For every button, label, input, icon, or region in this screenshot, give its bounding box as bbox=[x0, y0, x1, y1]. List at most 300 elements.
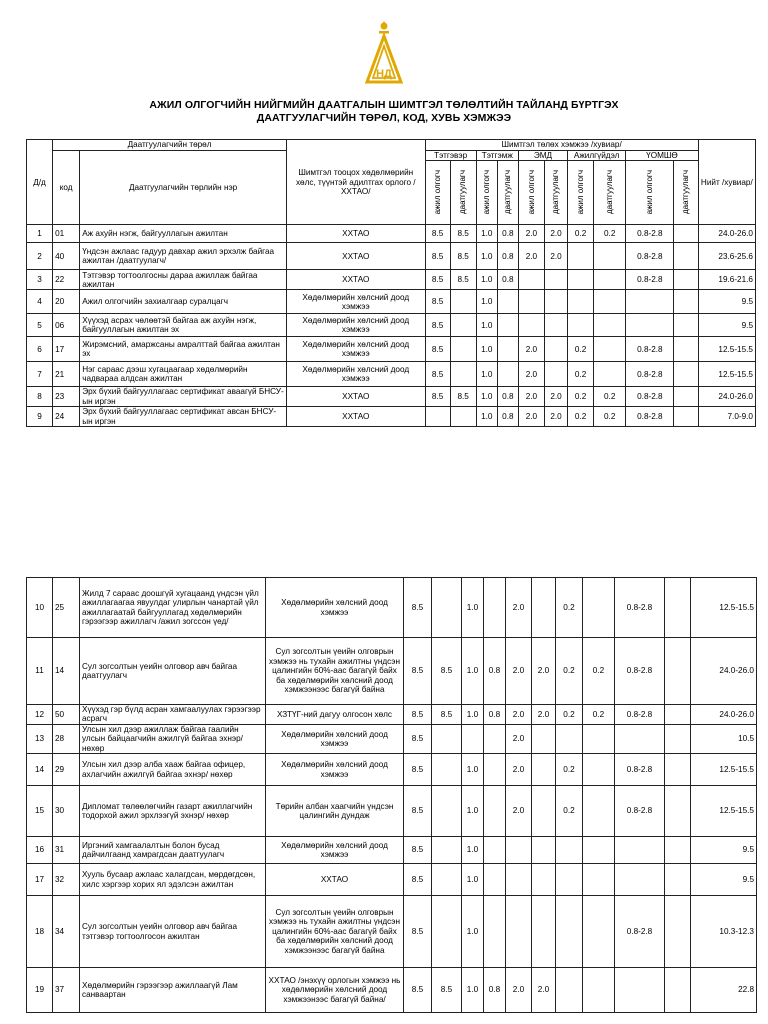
rate-cell bbox=[532, 896, 556, 968]
rate-cell: 8.5 bbox=[450, 225, 476, 243]
row-base: Хөдөлмөрийн хөлсний доод хэмжээ bbox=[287, 337, 426, 362]
rate-cell bbox=[450, 314, 476, 337]
row-type-name: Улсын хил дээр алба хааж байгаа офицер, ахлагчийн ажилгүй байгаа эхнэр/ нөхөр bbox=[80, 754, 266, 786]
rate-cell: 0.2 bbox=[568, 387, 594, 407]
rate-cell bbox=[532, 754, 556, 786]
rate-cell: 0.2 bbox=[568, 337, 594, 362]
document-title-line1: АЖИЛ ОЛГОГЧИЙН НИЙГМИЙН ДААТГАЛЫН ШИМТГЭЛ ТӨЛӨЛТИЙН ТАЙЛАНД БҮРТГЭХ bbox=[149, 99, 619, 111]
row-number: 19 bbox=[27, 968, 53, 1013]
header-insured: даатгуулагч bbox=[450, 161, 476, 225]
rate-cell: 0.8-2.8 bbox=[615, 896, 665, 968]
rate-cell: 0.2 bbox=[583, 638, 615, 705]
rate-cell: 0.8 bbox=[497, 225, 518, 243]
row-base: Сул зогсолтын үеийн олговрын хэмжээ нь тухайн ажилтны үндсэн цалингийн 60%-аас багагүй байх ба хөдөлмөрийн хөлсний доод хэмжээнээс багагүй байна bbox=[266, 638, 404, 705]
row-base: ХХТАО bbox=[287, 225, 426, 243]
rate-cell: 1.0 bbox=[462, 638, 484, 705]
row-total: 10.3-12.3 bbox=[691, 896, 757, 968]
rate-cell: 1.0 bbox=[462, 968, 484, 1013]
header-employer: ажил олгогч bbox=[568, 161, 594, 225]
row-number: 2 bbox=[27, 243, 53, 270]
header-employer: ажил олгогч bbox=[425, 161, 450, 225]
rate-cell: 8.5 bbox=[404, 968, 432, 1013]
row-total: 7.0-9.0 bbox=[698, 407, 755, 427]
rate-cell bbox=[615, 968, 665, 1013]
row-base: Хөдөлмөрийн хөлсний доод хэмжээ bbox=[287, 290, 426, 314]
row-number: 9 bbox=[27, 407, 53, 427]
rate-cell: 1.0 bbox=[476, 362, 497, 387]
rate-cell bbox=[594, 243, 626, 270]
rate-cell bbox=[432, 754, 462, 786]
rate-cell: 0.8-2.8 bbox=[615, 705, 665, 725]
row-base: Хөдөлмөрийн хөлсний доод хэмжээ bbox=[266, 578, 404, 638]
rate-cell bbox=[497, 362, 518, 387]
rate-cell: 8.5 bbox=[404, 724, 432, 753]
rate-cell: 8.5 bbox=[425, 387, 450, 407]
row-total: 24.0-26.0 bbox=[691, 705, 757, 725]
row-number: 12 bbox=[27, 705, 53, 725]
rate-cell: 1.0 bbox=[462, 754, 484, 786]
header-employer: ажил олгогч bbox=[626, 161, 674, 225]
rate-cell bbox=[484, 786, 506, 837]
row-type-name: Хүүхэд асрах чөлөөтэй байгаа аж ахуйн нэгж, байгууллагын ажилтан эх bbox=[80, 314, 287, 337]
rate-cell bbox=[674, 225, 698, 243]
rate-cell: 0.8 bbox=[484, 968, 506, 1013]
rate-cell: 0.2 bbox=[556, 705, 583, 725]
header-fund-unemployment: Ажилгүйдэл bbox=[568, 151, 626, 161]
rate-cell: 8.5 bbox=[432, 968, 462, 1013]
rate-cell bbox=[450, 362, 476, 387]
row-base: Хөдөлмөрийн хөлсний доод хэмжээ bbox=[287, 362, 426, 387]
rate-cell bbox=[432, 896, 462, 968]
rate-cell bbox=[665, 705, 691, 725]
header-fund-injury: ҮОМШӨ bbox=[626, 151, 698, 161]
rate-cell bbox=[583, 578, 615, 638]
rate-cell: 0.8 bbox=[484, 638, 506, 705]
rate-cell bbox=[583, 837, 615, 864]
rate-cell: 8.5 bbox=[450, 387, 476, 407]
rate-cell bbox=[532, 864, 556, 896]
rate-cell bbox=[665, 724, 691, 753]
table-row bbox=[27, 578, 757, 638]
row-number: 6 bbox=[27, 337, 53, 362]
rate-cell: 2.0 bbox=[518, 225, 544, 243]
rate-cell bbox=[583, 786, 615, 837]
row-code: 37 bbox=[53, 968, 80, 1013]
rate-cell: 2.0 bbox=[518, 387, 544, 407]
row-code: 17 bbox=[53, 337, 80, 362]
rate-cell: 2.0 bbox=[532, 705, 556, 725]
rate-cell: 0.2 bbox=[556, 754, 583, 786]
rate-cell: 0.8 bbox=[484, 705, 506, 725]
rate-cell: 1.0 bbox=[462, 864, 484, 896]
rate-cell: 1.0 bbox=[476, 407, 497, 427]
row-type-name: Сул зогсолтын үеийн олговор авч байгаа даатгуулагч bbox=[80, 638, 266, 705]
rate-cell bbox=[626, 314, 674, 337]
row-total: 19.6-21.6 bbox=[698, 270, 755, 290]
rate-cell bbox=[544, 270, 567, 290]
rate-cell bbox=[556, 837, 583, 864]
row-type-name: Ажил олгогчийн захиалгаар суралцагч bbox=[80, 290, 287, 314]
row-type-name: Хөдөлмөрийн гэрээгээр ажиллаагүй Лам санваартан bbox=[80, 968, 266, 1013]
row-total: 22.8 bbox=[691, 968, 757, 1013]
rate-cell bbox=[674, 407, 698, 427]
table-row bbox=[27, 754, 757, 786]
rate-cell: 8.5 bbox=[432, 705, 462, 725]
rate-cell: 0.8 bbox=[497, 243, 518, 270]
rate-cell bbox=[568, 314, 594, 337]
rate-cell bbox=[484, 754, 506, 786]
rate-cell: 0.8-2.8 bbox=[615, 754, 665, 786]
svg-text:НД: НД bbox=[376, 68, 392, 80]
rate-cell: 0.8-2.8 bbox=[615, 786, 665, 837]
rate-cell bbox=[450, 290, 476, 314]
rate-cell: 8.5 bbox=[404, 578, 432, 638]
row-number: 1 bbox=[27, 225, 53, 243]
rate-cell bbox=[626, 290, 674, 314]
rate-cell: 0.2 bbox=[594, 225, 626, 243]
rate-cell bbox=[497, 314, 518, 337]
rate-cell: 2.0 bbox=[506, 754, 532, 786]
rate-cell: 1.0 bbox=[462, 705, 484, 725]
row-type-name: Тэтгэвэр тогтоолгосны дараа ажиллаж байгаа ажилтан bbox=[80, 270, 287, 290]
row-number: 18 bbox=[27, 896, 53, 968]
rate-cell bbox=[497, 290, 518, 314]
table-row bbox=[27, 243, 756, 270]
rate-cell bbox=[556, 724, 583, 753]
table-row bbox=[27, 407, 756, 427]
rate-cell bbox=[594, 290, 626, 314]
rate-cell: 0.8-2.8 bbox=[615, 578, 665, 638]
table-row bbox=[27, 705, 757, 725]
rate-cell: 8.5 bbox=[432, 638, 462, 705]
rate-cell bbox=[450, 337, 476, 362]
table-row bbox=[27, 270, 756, 290]
rate-cell: 8.5 bbox=[425, 290, 450, 314]
rate-cell bbox=[665, 786, 691, 837]
rate-cell: 2.0 bbox=[506, 705, 532, 725]
header-base: Шимтгэл тооцох хөдөлмөрийн хөлс, түүнтэй адилтгах орлого /ХХТАО/ bbox=[287, 140, 426, 225]
table-row bbox=[27, 968, 757, 1013]
rate-cell: 2.0 bbox=[518, 337, 544, 362]
row-code: 23 bbox=[53, 387, 80, 407]
rate-cell bbox=[484, 724, 506, 753]
table-row bbox=[27, 225, 756, 243]
header-fund-health: ЭМД bbox=[518, 151, 567, 161]
row-code: 40 bbox=[53, 243, 80, 270]
rate-cell: 8.5 bbox=[425, 225, 450, 243]
rate-cell: 8.5 bbox=[450, 270, 476, 290]
row-number: 17 bbox=[27, 864, 53, 896]
rate-cell bbox=[568, 270, 594, 290]
rate-cell: 0.8-2.8 bbox=[626, 337, 674, 362]
row-type-name: Нэг сараас дээш хугацаагаар хөдөлмөрийн чадвараа алдсан ажилтан bbox=[80, 362, 287, 387]
rate-cell bbox=[674, 243, 698, 270]
rate-cell bbox=[674, 387, 698, 407]
rate-cell bbox=[506, 837, 532, 864]
rate-cell bbox=[665, 896, 691, 968]
row-type-name: Улсын хил дээр ажиллаж байгаа гаалийн улсын байцаагчийн ажилгүй байгаа эхнэр/ нөхөр bbox=[80, 724, 266, 753]
rate-cell: 0.8-2.8 bbox=[626, 362, 674, 387]
table-row bbox=[27, 837, 757, 864]
rate-cell bbox=[583, 724, 615, 753]
row-base: ХХТАО bbox=[287, 243, 426, 270]
rate-cell: 2.0 bbox=[532, 638, 556, 705]
rate-cell bbox=[518, 290, 544, 314]
rate-cell bbox=[615, 837, 665, 864]
rate-cell: 1.0 bbox=[462, 837, 484, 864]
rate-cell: 8.5 bbox=[425, 270, 450, 290]
rate-cell: 0.8-2.8 bbox=[615, 638, 665, 705]
rate-cell bbox=[462, 724, 484, 753]
row-total: 12.5-15.5 bbox=[691, 786, 757, 837]
row-base: Хөдөлмөрийн хөлсний доод хэмжээ bbox=[266, 754, 404, 786]
row-code: 24 bbox=[53, 407, 80, 427]
rate-cell: 8.5 bbox=[425, 243, 450, 270]
row-code: 20 bbox=[53, 290, 80, 314]
header-insured: даатгуулагч bbox=[594, 161, 626, 225]
row-total: 24.0-26.0 bbox=[691, 638, 757, 705]
rate-cell bbox=[544, 337, 567, 362]
rate-cell bbox=[484, 837, 506, 864]
header-fund-benefit: Тэтгэмж bbox=[476, 151, 518, 161]
rate-cell: 0.2 bbox=[594, 407, 626, 427]
rate-cell: 2.0 bbox=[518, 407, 544, 427]
rate-cell: 0.2 bbox=[556, 638, 583, 705]
rate-cell bbox=[594, 314, 626, 337]
row-type-name: Сул зогсолтын үеийн олговор авч байгаа тэтгэвэр тогтоолгосон ажилтан bbox=[80, 896, 266, 968]
rate-cell: 0.2 bbox=[583, 705, 615, 725]
row-base: ХХТАО bbox=[287, 387, 426, 407]
table-row bbox=[27, 314, 756, 337]
rate-cell: 2.0 bbox=[518, 243, 544, 270]
rate-cell: 1.0 bbox=[476, 314, 497, 337]
row-total: 10.5 bbox=[691, 724, 757, 753]
rate-cell: 1.0 bbox=[476, 387, 497, 407]
rate-cell: 2.0 bbox=[544, 387, 567, 407]
rate-cell: 8.5 bbox=[425, 314, 450, 337]
row-code: 21 bbox=[53, 362, 80, 387]
row-code: 29 bbox=[53, 754, 80, 786]
rate-cell: 0.2 bbox=[594, 387, 626, 407]
row-total: 12.5-15.5 bbox=[698, 362, 755, 387]
rate-cell bbox=[556, 864, 583, 896]
rate-cell bbox=[665, 578, 691, 638]
rate-cell bbox=[674, 362, 698, 387]
rate-cell: 1.0 bbox=[462, 896, 484, 968]
row-number: 3 bbox=[27, 270, 53, 290]
row-base: ХХТАО bbox=[287, 407, 426, 427]
header-rate-group: Шимтгэл төлөх хэмжээ /хувиар/ bbox=[425, 140, 698, 151]
row-base: ХХТАО /энэхүү орлогын хэмжээ нь хөдөлмөрийн хөлсний доод хэмжээнээс багагүй байна/ bbox=[266, 968, 404, 1013]
rate-cell bbox=[532, 578, 556, 638]
rate-cell bbox=[583, 968, 615, 1013]
rate-cell: 2.0 bbox=[506, 786, 532, 837]
row-type-name: Жирэмсний, амаржсаны амралттай байгаа ажилтан эх bbox=[80, 337, 287, 362]
rate-cell: 0.2 bbox=[568, 225, 594, 243]
rate-cell bbox=[665, 968, 691, 1013]
rate-cell bbox=[615, 864, 665, 896]
row-type-name: Аж ахуйн нэгж, байгууллагын ажилтан bbox=[80, 225, 287, 243]
table-row bbox=[27, 786, 757, 837]
rate-cell: 0.8-2.8 bbox=[626, 270, 674, 290]
row-code: 06 bbox=[53, 314, 80, 337]
rate-cell bbox=[674, 270, 698, 290]
table-row bbox=[27, 337, 756, 362]
rate-cell: 1.0 bbox=[476, 243, 497, 270]
row-type-name: Хууль бусаар ажлаас халагдсан, мөрдөгдсөн, хилс хэргээр хорих ял эдэлсэн ажилтан bbox=[80, 864, 266, 896]
rate-cell bbox=[484, 864, 506, 896]
row-type-name: Жилд 7 сараас доошгүй хугацаанд үндсэн үйл ажиллагаагаа явуулдаг улирлын чанартай үйл ажиллагаатай байгууллагад хөдөлмөрийн гэрээгээр ажиллагч /ажил зогссон үед/ bbox=[80, 578, 266, 638]
header-employer: ажил олгогч bbox=[518, 161, 544, 225]
rate-cell bbox=[568, 290, 594, 314]
row-base: ХХТАО bbox=[287, 270, 426, 290]
rate-cell bbox=[506, 896, 532, 968]
row-number: 7 bbox=[27, 362, 53, 387]
rate-cell: 1.0 bbox=[476, 270, 497, 290]
header-code: код bbox=[53, 151, 80, 225]
rate-cell: 0.2 bbox=[556, 578, 583, 638]
row-code: 30 bbox=[53, 786, 80, 837]
row-total: 9.5 bbox=[698, 314, 755, 337]
rate-cell bbox=[450, 407, 476, 427]
rate-cell: 2.0 bbox=[518, 362, 544, 387]
rate-cell: 0.8 bbox=[497, 270, 518, 290]
rate-cell bbox=[532, 837, 556, 864]
rate-cell: 1.0 bbox=[476, 290, 497, 314]
row-number: 15 bbox=[27, 786, 53, 837]
rate-cell: 2.0 bbox=[544, 407, 567, 427]
row-type-name: Үндсэн ажлаас гадуур давхар ажил эрхэлж байгаа ажилтан /даатгуулагч/ bbox=[80, 243, 287, 270]
rates-table-1 bbox=[26, 139, 756, 427]
row-base: ХЗТҮГ-ний дагуу олгосон хөлс bbox=[266, 705, 404, 725]
row-code: 01 bbox=[53, 225, 80, 243]
row-base: Хөдөлмөрийн хөлсний доод хэмжээ bbox=[266, 724, 404, 753]
row-total: 9.5 bbox=[691, 864, 757, 896]
row-base: Төрийн албан хаагчийн үндсэн цалингийн дундаж bbox=[266, 786, 404, 837]
rate-cell: 8.5 bbox=[425, 362, 450, 387]
header-type-group: Даатгуулагчийн төрөл bbox=[53, 140, 287, 151]
row-code: 32 bbox=[53, 864, 80, 896]
rate-cell: 8.5 bbox=[450, 243, 476, 270]
row-code: 31 bbox=[53, 837, 80, 864]
row-code: 50 bbox=[53, 705, 80, 725]
rate-cell: 2.0 bbox=[544, 225, 567, 243]
insurance-logo bbox=[364, 18, 404, 88]
row-code: 28 bbox=[53, 724, 80, 753]
rate-cell bbox=[432, 837, 462, 864]
rate-cell: 0.8 bbox=[497, 387, 518, 407]
rate-cell: 2.0 bbox=[506, 968, 532, 1013]
rate-cell bbox=[532, 786, 556, 837]
rate-cell: 0.8-2.8 bbox=[626, 387, 674, 407]
rate-cell: 8.5 bbox=[404, 864, 432, 896]
row-number: 16 bbox=[27, 837, 53, 864]
rate-cell bbox=[425, 407, 450, 427]
row-type-name: Эрх бүхий байгууллагаас сертификат авсан БНСУ-ын иргэн bbox=[80, 407, 287, 427]
row-total: 23.6-25.6 bbox=[698, 243, 755, 270]
rate-cell: 8.5 bbox=[404, 638, 432, 705]
header-insured: даатгуулагч bbox=[544, 161, 567, 225]
rate-cell: 2.0 bbox=[532, 968, 556, 1013]
row-code: 22 bbox=[53, 270, 80, 290]
rate-cell bbox=[484, 896, 506, 968]
row-base: Хөдөлмөрийн хөлсний доод хэмжээ bbox=[266, 837, 404, 864]
row-total: 24.0-26.0 bbox=[698, 225, 755, 243]
row-type-name: Эрх бүхий байгууллагаас сертификат аваагүй БНСУ-ын иргэн bbox=[80, 387, 287, 407]
rate-cell bbox=[665, 837, 691, 864]
rate-cell bbox=[518, 314, 544, 337]
row-type-name: Иргэний хамгаалалтын болон бусад дайчилгаанд хамрагдсан даатгуулагч bbox=[80, 837, 266, 864]
rate-cell: 8.5 bbox=[404, 754, 432, 786]
header-type-name: Даатгуулагчийн төрлийн нэр bbox=[80, 151, 287, 225]
rate-cell bbox=[665, 754, 691, 786]
rate-cell: 8.5 bbox=[404, 705, 432, 725]
rate-cell: 0.8 bbox=[497, 407, 518, 427]
rate-cell bbox=[594, 337, 626, 362]
rate-cell bbox=[594, 270, 626, 290]
row-total: 12.5-15.5 bbox=[691, 754, 757, 786]
row-total: 12.5-15.5 bbox=[691, 578, 757, 638]
header-total: Нийт /хувиар/ bbox=[698, 140, 755, 225]
row-base: Сул зогсолтын үеийн олговрын хэмжээ нь тухайн ажилтны үндсэн цалингийн 60%-аас багагүй байх ба хөдөлмөрийн хөлсний доод хэмжээнээс багагүй байна bbox=[266, 896, 404, 968]
rate-cell bbox=[583, 754, 615, 786]
row-number: 5 bbox=[27, 314, 53, 337]
rate-cell: 0.2 bbox=[556, 786, 583, 837]
rate-cell bbox=[544, 314, 567, 337]
rate-cell bbox=[615, 724, 665, 753]
rate-cell: 0.8-2.8 bbox=[626, 243, 674, 270]
header-insured: даатгуулагч bbox=[674, 161, 698, 225]
rate-cell bbox=[432, 864, 462, 896]
row-number: 10 bbox=[27, 578, 53, 638]
row-number: 11 bbox=[27, 638, 53, 705]
rates-table-2 bbox=[26, 577, 757, 1013]
rate-cell bbox=[674, 337, 698, 362]
rate-cell: 0.8-2.8 bbox=[626, 407, 674, 427]
rate-cell: 8.5 bbox=[404, 896, 432, 968]
rate-cell bbox=[594, 362, 626, 387]
rate-cell: 8.5 bbox=[404, 786, 432, 837]
table-row bbox=[27, 638, 757, 705]
rate-cell bbox=[556, 968, 583, 1013]
header-employer: ажил олгогч bbox=[476, 161, 497, 225]
rate-cell bbox=[665, 864, 691, 896]
rate-cell: 1.0 bbox=[462, 578, 484, 638]
header-fund-pension: Тэтгэвэр bbox=[425, 151, 476, 161]
rate-cell bbox=[583, 896, 615, 968]
row-number: 14 bbox=[27, 754, 53, 786]
rate-cell: 1.0 bbox=[476, 337, 497, 362]
rate-cell: 2.0 bbox=[544, 243, 567, 270]
row-code: 34 bbox=[53, 896, 80, 968]
rate-cell bbox=[432, 578, 462, 638]
table-row bbox=[27, 290, 756, 314]
row-total: 9.5 bbox=[691, 837, 757, 864]
rate-cell bbox=[432, 786, 462, 837]
row-base: ХХТАО bbox=[266, 864, 404, 896]
rate-cell bbox=[532, 724, 556, 753]
rate-cell bbox=[583, 864, 615, 896]
rate-cell bbox=[544, 290, 567, 314]
row-base: Хөдөлмөрийн хөлсний доод хэмжээ bbox=[287, 314, 426, 337]
rate-cell bbox=[506, 864, 532, 896]
rate-cell: 1.0 bbox=[476, 225, 497, 243]
rate-cell bbox=[518, 270, 544, 290]
rate-cell: 2.0 bbox=[506, 724, 532, 753]
rate-cell bbox=[674, 314, 698, 337]
rate-cell: 2.0 bbox=[506, 638, 532, 705]
header-dd: Д/д bbox=[27, 140, 53, 225]
